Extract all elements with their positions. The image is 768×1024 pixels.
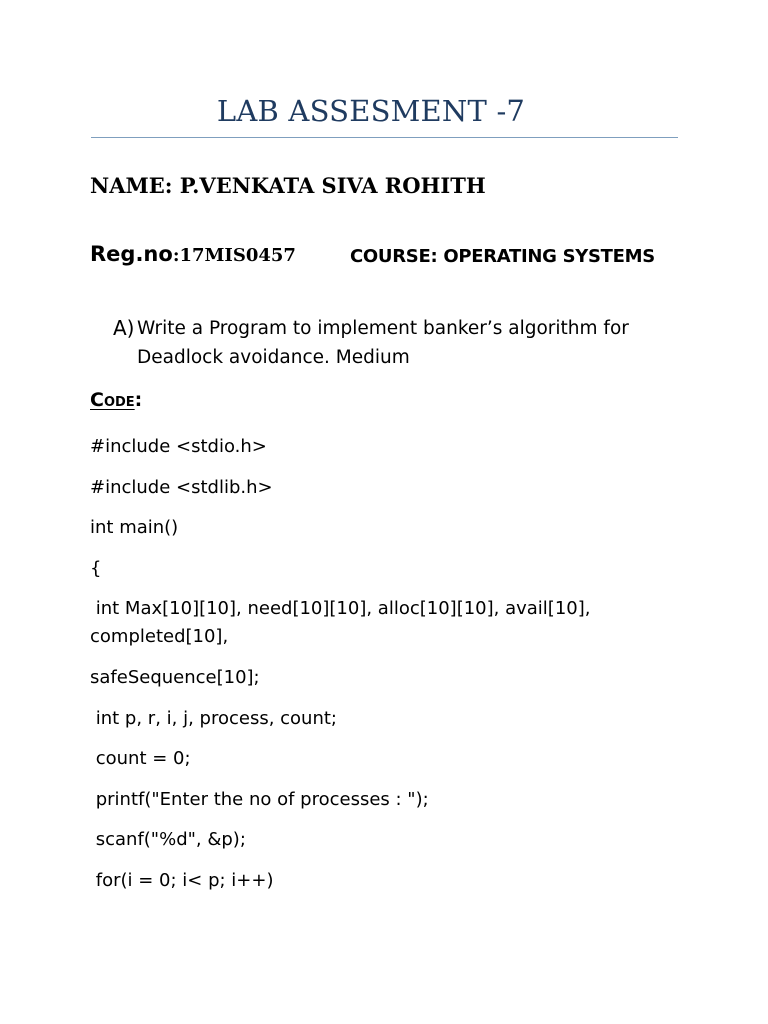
code-heading-label: Code [90, 389, 135, 411]
code-line: scanf("%d", &p); [90, 829, 246, 850]
code-line: #include <stdio.h> [90, 436, 267, 457]
title-divider [91, 137, 678, 138]
course-name: COURSE: OPERATING SYSTEMS [350, 246, 655, 267]
reg-number: :17MIS0457 [172, 245, 296, 266]
code-line: int Max[10][10], need[10][10], alloc[10][10], avail[10], completed[10], [90, 598, 597, 647]
question-marker: A) [113, 316, 135, 340]
reg-label: Reg.no [90, 242, 173, 266]
registration-row [90, 242, 690, 272]
question-item [113, 314, 683, 372]
code-line: { [90, 558, 102, 579]
code-heading-colon: : [134, 389, 143, 411]
code-line: int main() [90, 517, 179, 538]
page-title: LAB ASSESMENT -7 [216, 94, 526, 128]
code-line: printf("Enter the no of processes : "); [90, 789, 429, 810]
code-line: count = 0; [90, 748, 191, 769]
code-line: #include <stdlib.h> [90, 477, 273, 498]
code-heading [90, 389, 142, 411]
code-line: for(i = 0; i< p; i++) [90, 870, 274, 891]
code-line: safeSequence[10]; [90, 667, 260, 688]
code-line: int p, r, i, j, process, count; [90, 708, 337, 729]
question-text: Write a Program to implement banker’s algorithm for Deadlock avoidance. Medium [137, 318, 629, 368]
student-name: NAME: P.VENKATA SIVA ROHITH [90, 173, 486, 198]
